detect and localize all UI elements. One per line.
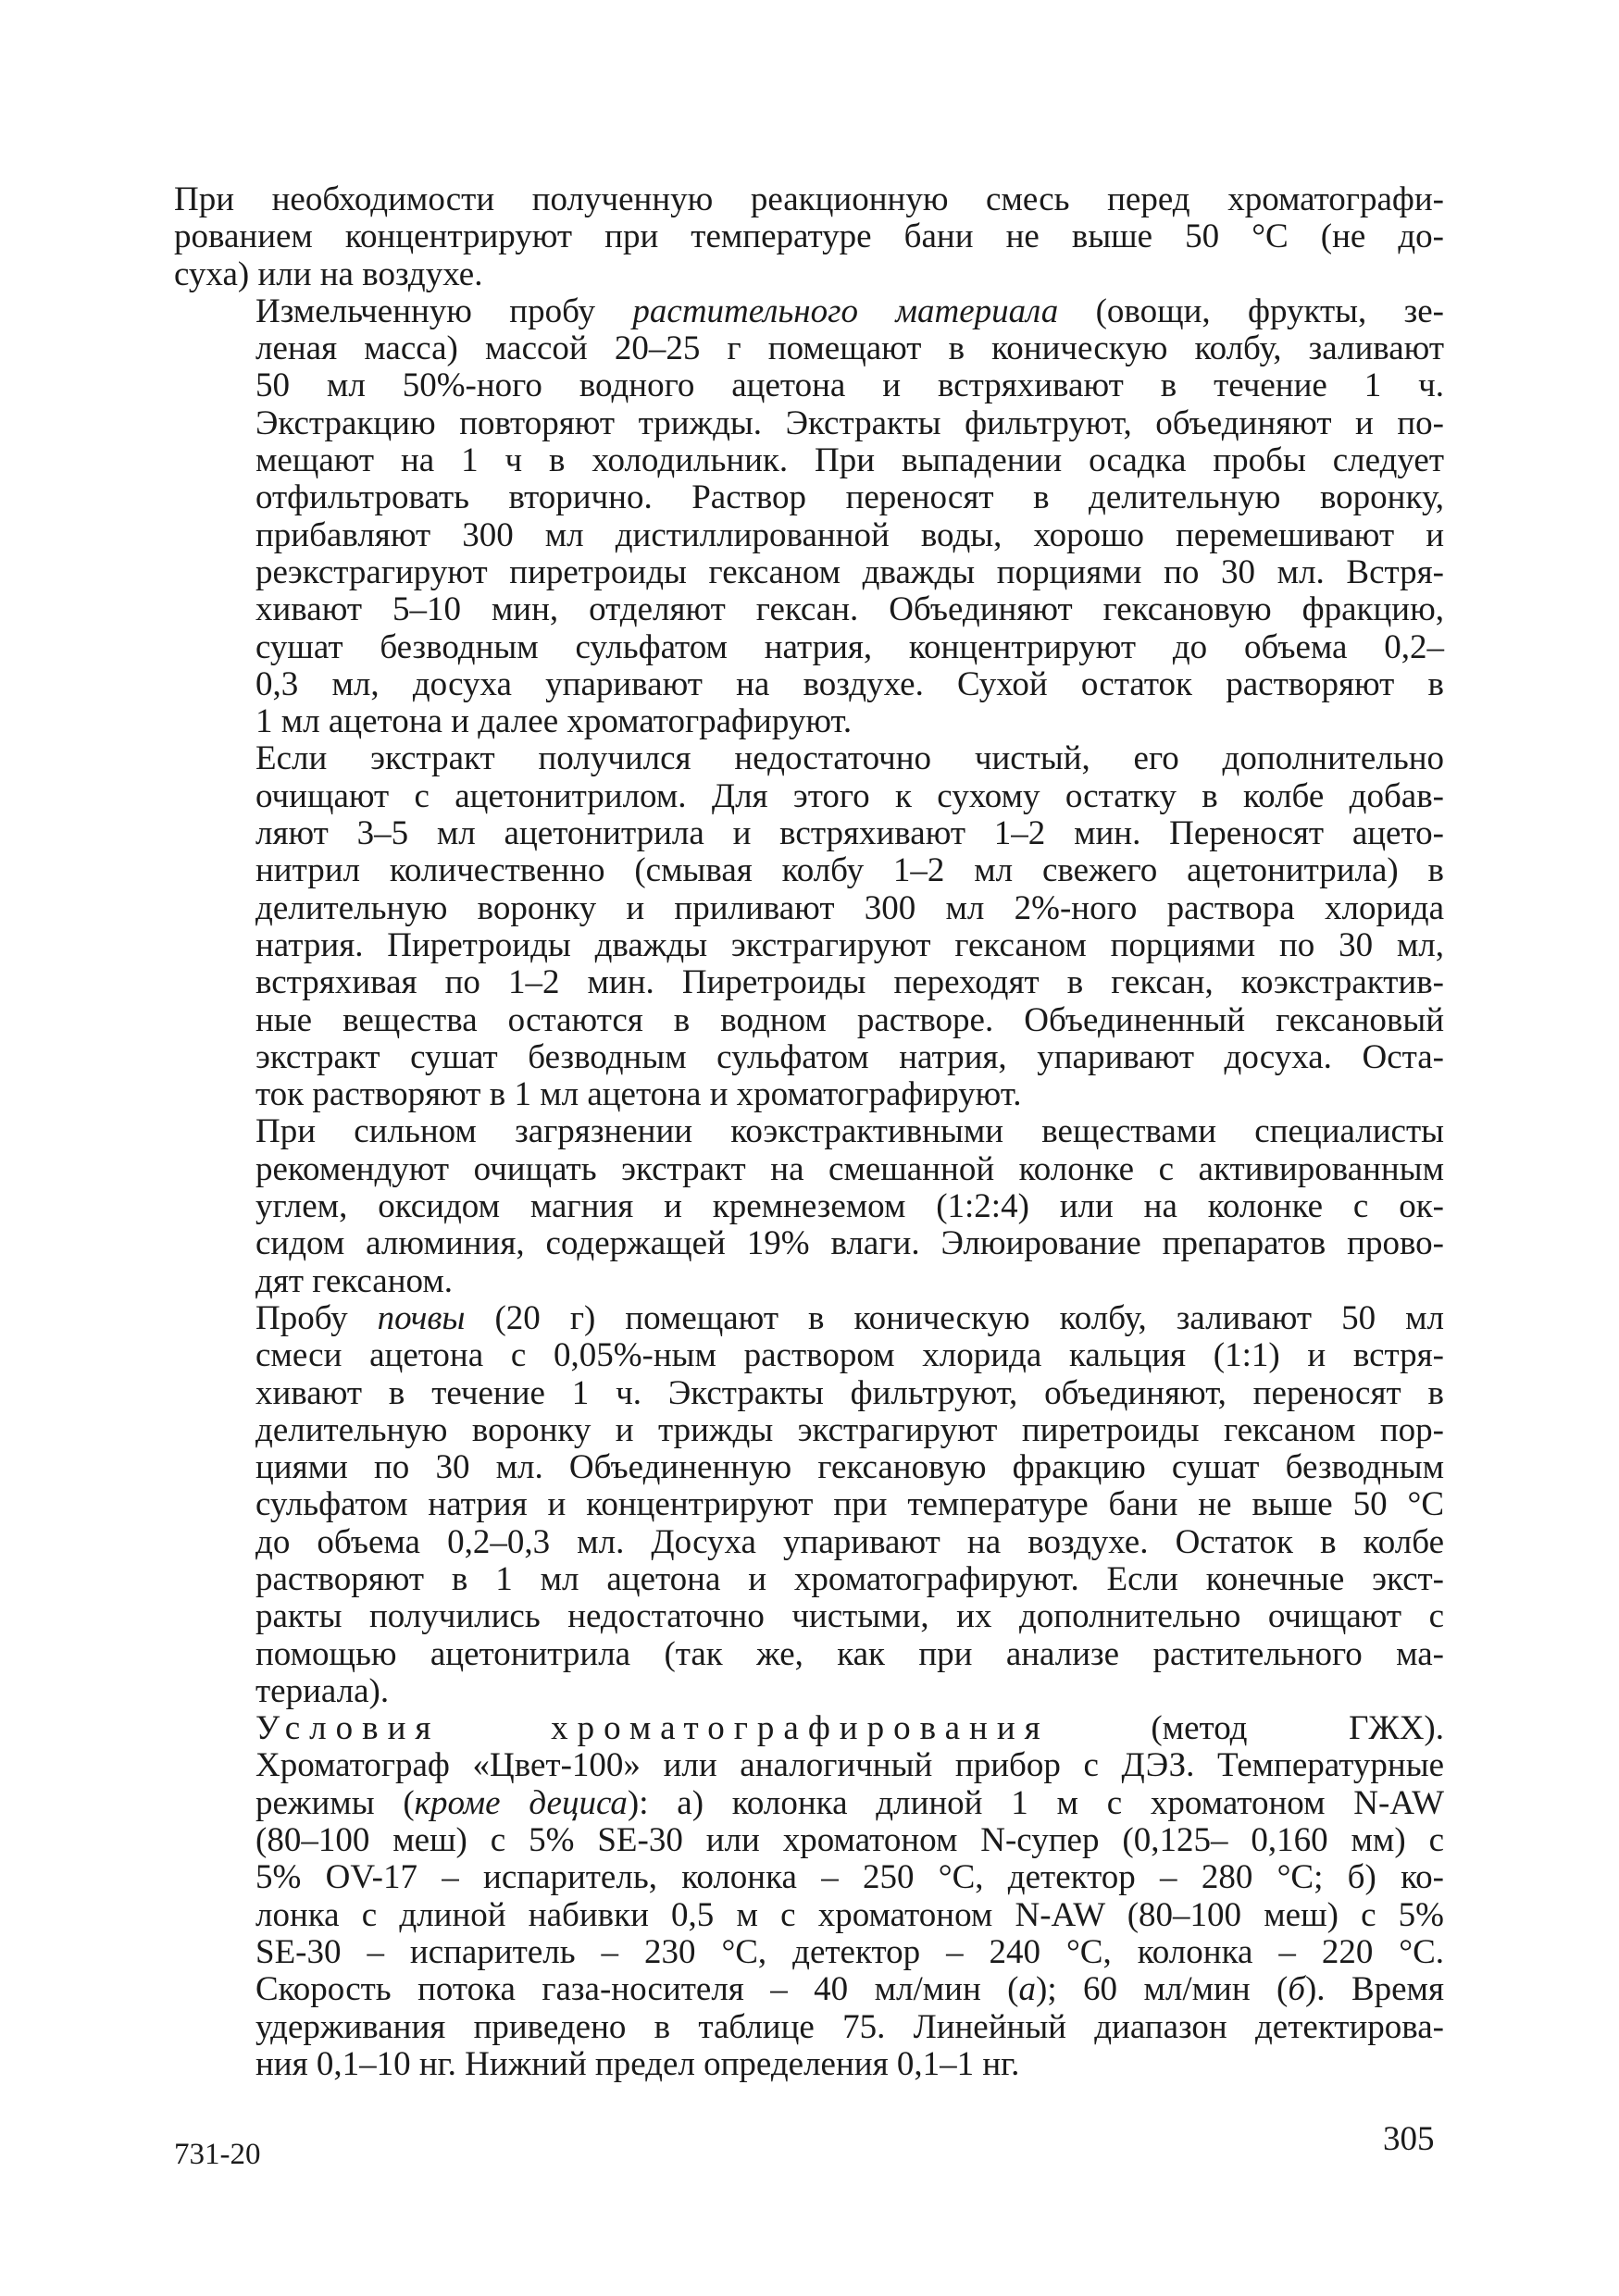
text-line: нитрил количественно (смывая колбу 1–2 мл свежего ацетонитрила) в [255,851,1444,890]
text-line: прибавляют 300 мл дистиллированной воды, хорошо перемешивают и [255,515,1444,554]
text-line: SE-30 – испаритель – 230 °С, детектор – 240 °С, колонка – 220 °С. [255,1932,1444,1971]
text-line: 1 мл ацетона и далее хроматографируют. [255,702,853,741]
text-line: хивают в течение 1 ч. Экстракты фильтруют, объединяют, переносят в [255,1373,1444,1412]
text-line: хивают 5–10 мин, отделяют гексан. Объединяют гексановую фракцию, [255,590,1444,629]
text-line: Измельченную пробу растительного материала (овощи, фрукты, зе- [255,292,1444,330]
paragraph-3-acetonitrile-cleanup [174,740,1444,1113]
text-line: сушат безводным сульфатом натрия, концентрируют до объема 0,2– [255,627,1444,666]
text-line: мещают на 1 ч в холодильник. При выпадении осадка пробы следует [255,441,1444,480]
printer-signature: 731-20 [174,2138,261,2171]
text-line: встряхивая по 1–2 мин. Пиретроиды переходят в гексан, коэкстрактив- [255,963,1444,1002]
text-line: ток растворяют в 1 мл ацетона и хроматографируют. [255,1075,1022,1114]
text-line: 0,3 мл, досуха упаривают на воздухе. Сухой остаток растворяют в [255,664,1444,703]
text-line: рекомендуют очищать экстракт на смешанной колонке с активированным [255,1149,1444,1188]
text-line: териала). [255,1671,390,1710]
page-number: 305 [1383,2120,1435,2158]
text-line: 50 мл 50%-ного водного ацетона и встряхивают в течение 1 ч. [255,366,1444,405]
text-line: экстракт сушат безводным сульфатом натрия, упаривают досуха. Оста- [255,1037,1444,1076]
text-line: реэкстрагируют пиретроиды гексаном дважды порциями по 30 мл. Встря- [255,552,1444,591]
text-line: до объема 0,2–0,3 мл. Досуха упаривают на воздухе. Остаток в колбе [255,1522,1444,1561]
text-line: Пробу почвы (20 г) помещают в коническую колбу, заливают 50 мл [255,1298,1444,1337]
text-line: рованием концентрируют при температуре бани не выше 50 °С (не до- [174,217,1444,256]
text-line: делительную воронку и приливают 300 мл 2%-ного раствора хлорида [255,888,1444,927]
text-line: очищают с ацетонитрилом. Для этого к сухому остатку в колбе добав- [255,776,1444,815]
text-line: леная масса) массой 20–25 г помещают в коническую колбу, заливают [255,329,1444,368]
text-line: ракты получились недостаточно чистыми, их дополнительно очищают с [255,1597,1444,1636]
text-line: смеси ацетона с 0,05%-ным раствором хлорида кальция (1:1) и встря- [255,1336,1444,1375]
text-line: режимы (кроме дециса): а) колонка длиной 1 м с хроматоном N-AW [255,1783,1444,1822]
text-line: Экстракцию повторяют трижды. Экстракты фильтруют, объединяют и по- [255,403,1444,442]
page-body [174,181,1444,2083]
text-line: делительную воронку и трижды экстрагируют пиретроиды гексаном пор- [255,1410,1444,1449]
text-line: ляют 3–5 мл ацетонитрила и встряхивают 1–2 мин. Переносят ацето- [255,814,1444,853]
text-line: удерживания приведено в таблице 75. Линейный диапазон детектирова- [255,2007,1444,2046]
text-line: ные вещества остаются в водном растворе. Объединенный гексановый [255,1000,1444,1039]
text-line: суха) или на воздухе. [174,254,483,293]
text-line: лонка с длиной набивки 0,5 м с хроматоном N-AW (80–100 меш) с 5% [255,1895,1444,1934]
text-line: ния 0,1–10 нг. Нижний предел определения 0,1–1 нг. [255,2044,1020,2083]
text-line-heading: Условия хроматографирования (метод ГЖХ). [255,1709,1444,1748]
paragraph-6-chromatography-conditions [174,1710,1444,2083]
text-line: При необходимости полученную реакционную смесь перед хроматографи- [174,180,1444,218]
text-line: Хроматограф «Цвет-100» или аналогичный прибор с ДЭЗ. Температурные [255,1746,1444,1785]
text-line: углем, оксидом магния и кремнеземом (1:2:4) или на колонке с ок- [255,1187,1444,1226]
paragraph-4-column-cleanup [174,1113,1444,1299]
text-line: Если экстракт получился недостаточно чистый, его дополнительно [255,739,1444,778]
text-line: дят гексаном. [255,1261,453,1300]
text-line: помощью ацетонитрила (так же, как при анализе растительного ма- [255,1634,1444,1673]
text-line: сульфатом натрия и концентрируют при температуре бани не выше 50 °С [255,1485,1444,1524]
text-line: циями по 30 мл. Объединенную гексановую фракцию сушат безводным [255,1448,1444,1487]
paragraph-2-plant-material [174,293,1444,741]
text-line: 5% OV-17 – испаритель, колонка – 250 °С, детектор – 280 °С; б) ко- [255,1858,1444,1897]
paragraph-1 [174,181,1444,293]
paragraph-5-soil-sample [174,1300,1444,1710]
text-line: отфильтровать вторично. Раствор переносят в делительную воронку, [255,478,1444,517]
text-line: сидом алюминия, содержащей 19% влаги. Элюирование препаратов прово- [255,1224,1444,1263]
text-line: растворяют в 1 мл ацетона и хроматографируют. Если конечные экст- [255,1559,1444,1598]
text-line: (80–100 меш) с 5% SE-30 или хроматоном N-супер (0,125– 0,160 мм) с [255,1821,1444,1860]
text-line: При сильном загрязнении коэкстрактивными веществами специалисты [255,1112,1444,1151]
text-line: натрия. Пиретроиды дважды экстрагируют гексаном порциями по 30 мл, [255,925,1444,964]
text-line: Скорость потока газа-носителя – 40 мл/мин (а); 60 мл/мин (б). Время [255,1970,1444,2009]
